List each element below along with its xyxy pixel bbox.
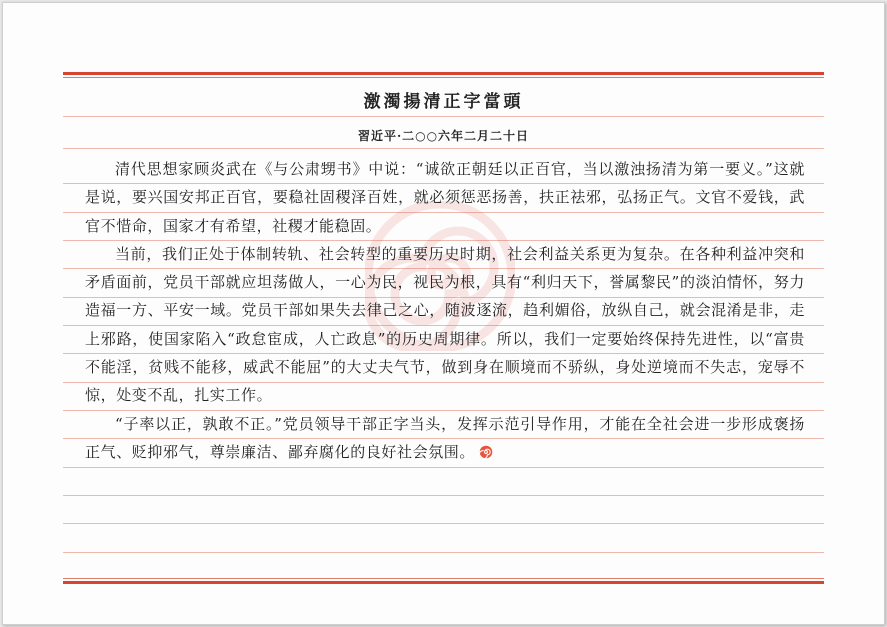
ruled-line (63, 148, 824, 149)
paragraph-3-text: “子率以正，孰敢不正。”党员领导干部正字当头，发挥示范引导作用，才能在全社会进一步形成褒扬正气、贬抑邪气，尊崇廉洁、鄙弃腐化的良好社会氛围。 (85, 414, 805, 461)
document-page (2, 2, 885, 625)
page-title: 激濁揚清正字當頭 (363, 92, 524, 112)
paragraph-2: 当前，我们正处于体制转轨、社会转型的重要历史时期，社会利益关系更为复杂。在各种利益冲突和矛盾面前，党员干部就应坦荡做人，一心为民，视民为根，具有“利归天下，誉属黎民”的淡泊情怀，努力造福一方、平安一域。党员干部如果失去律己之心，随波逐流，趋利媚俗，放纵自己，就会混淆是非，走上邪路，使国家陷入“政怠宦成，人亡政息”的历史周期律。所以，我们一定要始终保持先进性，以“富贵不能淫，贫贱不能移，威武不能屈”的大丈夫气节，做到身在顺境而不骄纵，身处逆境而不失志，宠辱不惊，处变不乱，扎实工作。 (85, 244, 805, 405)
paragraph-1: 清代思想家顾炎武在《与公肃甥书》中说：“诚欲正朝廷以正百官，当以激浊扬清为第一要义。”这就是说，要兴国安邦正百官，要稳社固稷泽百姓，就必须惩恶扬善，扶正祛邪，弘扬正气。文官不爱钱，武官不惜命，国家才有希望，社稷才能稳固。 (85, 160, 805, 235)
ruled-line (63, 116, 824, 117)
ruled-line (63, 467, 824, 468)
ruled-line (63, 495, 824, 496)
bottom-double-rule (63, 578, 824, 584)
spiral-end-icon (479, 445, 493, 459)
ruled-line (63, 552, 824, 553)
paragraph-3 (85, 410, 805, 467)
byline: 習近平·二○○六年二月二十日 (357, 129, 530, 143)
ruled-line (63, 523, 824, 524)
article-body (85, 155, 805, 466)
